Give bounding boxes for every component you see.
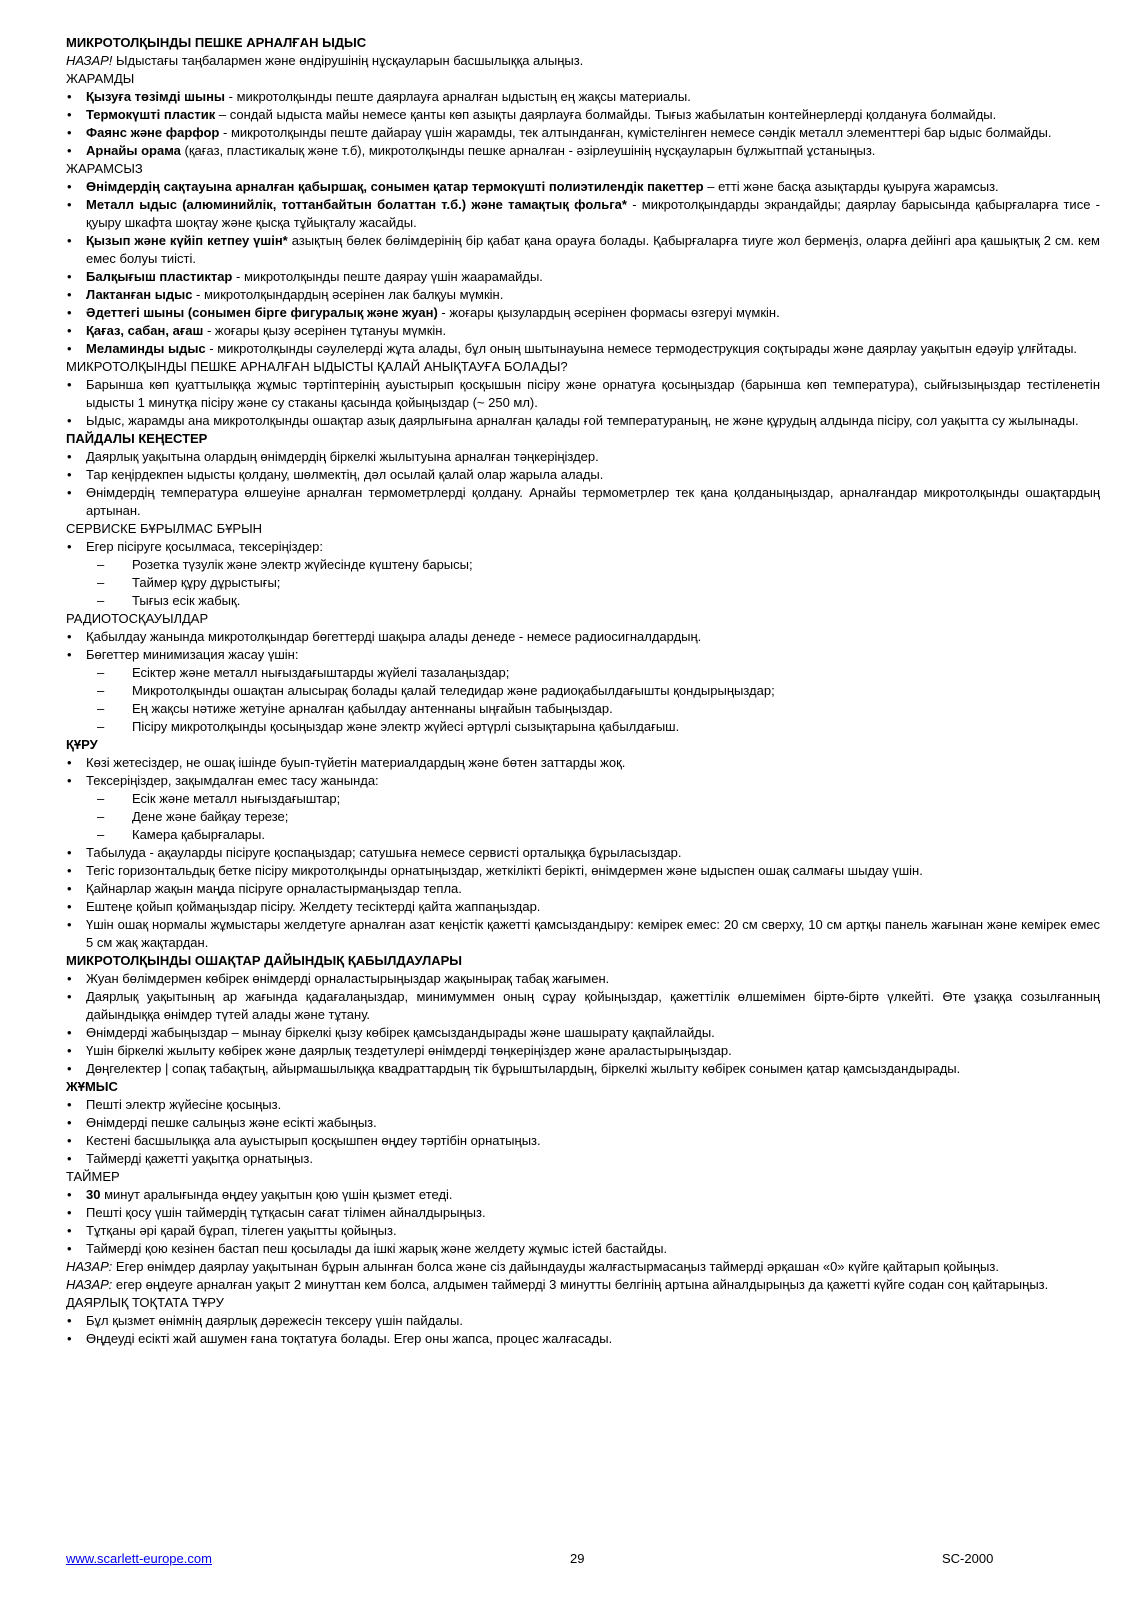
bullet-item: [66, 1060, 1100, 1078]
bullet-item: [66, 106, 1100, 124]
bullet-term: Балқығыш пластиктар: [86, 269, 233, 284]
note-text: Егер өнімдер даярлау уақытынан бұрын алынған болса және сіз дайындауды жалғастырмасаңыз таймерді әрқашан «0» күйге қайтарып қойыңыз.: [112, 1259, 999, 1274]
bullet-text: Таймерді қажетті уақытқа орнатыңыз.: [86, 1151, 313, 1166]
section-heading: ЖҰМЫС: [66, 1079, 118, 1094]
warning-note: [66, 1276, 1100, 1294]
page-footer: [66, 1550, 1100, 1568]
bullet-term: Меламинды ыдыс: [86, 341, 206, 356]
bullet-text: Тегіс горизонтальдық бетке пісіру микротолқынды орнатыңыздар, жеткілікті берікті, өнімдермен және ыдыспен ошақ салмағы шыдау үшін.: [86, 863, 923, 878]
bullet-item: [66, 628, 1100, 646]
bullet-item: [66, 916, 1100, 952]
bullet-term: Әдеттегі шыны (сонымен бірге фигуралық және жуан): [86, 305, 438, 320]
bullet-text: Табылуда - ақауларды пісіруге қоспаңыздар; сатушыға немесе сервисті орталыққа бұрыласыздар.: [86, 845, 682, 860]
note-text: егер өңдеуге арналған уақыт 2 минуттан кем болса, алдымен таймерді 3 минутты белгінің артына айналдырыңыз да қажетті күйге содан соң қайтарыңыз.: [112, 1277, 1049, 1292]
bullet-text: - микротолқынды сәулелерді жұта алады, бұл оның шытынауына немесе термодеструкция соқтырады және даярлау уақытын едәуір ұлғйтады.: [205, 341, 1078, 356]
bullet-term: Металл ыдыс (алюминийлік, тоттанбайтын болаттан т.б.) және тамақтық фольга*: [86, 197, 627, 212]
bullet-text: - микротолқындардың әсерінен лак балқуы мүмкін.: [192, 287, 504, 302]
bullet-text: Даярлық уақытына олардың өнімдердің біркелкі жылытуына арналған тәңкеріңіздер.: [86, 449, 599, 464]
bullet-item: [66, 862, 1100, 880]
bullet-item: [66, 1186, 1100, 1204]
bullet-text: Тар кеңірдекпен ыдысты қолдану, шөлмектің, дәл осылай қалай олар жарыла алады.: [86, 467, 604, 482]
bullet-text: Көзі жетесіздер, не ошақ ішінде буып-түйетін материалдардың және бөтен заттарды жоқ.: [86, 755, 626, 770]
bullet-term: 30: [86, 1187, 101, 1202]
bullet-text: - микротолқындарды экрандайды; даярлау барысында қабырғаларға тисе - қуыру шкафта шоқтау және қысқа тұйықталу жасайды.: [86, 197, 1101, 230]
subsection-heading: ТАЙМЕР: [66, 1169, 120, 1184]
note-text: Ыдыстағы таңбалармен және өндірушінің нұсқауларын басшылыққа алыңыз.: [112, 53, 584, 68]
bullet-text: Егер пісіруге қосылмаса, тексеріңіздер:: [86, 539, 323, 554]
bullet-text: Кестені басшылыққа ала ауыстырып қосқышпен өңдеу тәртібін орнатыңыз.: [86, 1133, 541, 1148]
subsection-heading: ЖАРАМСЫЗ: [66, 161, 143, 176]
section-heading: ПАЙДАЛЫ КЕҢЕСТЕР: [66, 431, 208, 446]
bullet-item: [66, 340, 1100, 358]
bullet-text: Үшін ошақ нормалы жұмыстары желдетуге арналған азат кеңістік қажетті қамсыздандыру: кемірек емес: 20 см сверху, 10 см артқы панель жағынан және кемірек емес 5 см жақ жақтардан.: [86, 917, 1100, 950]
subsection-heading: СЕРВИСКЕ БҰРЫЛМАС БҰРЫН: [66, 521, 263, 536]
bullet-text: Даярлық уақытының ар жағында қадағалаңыздар, минимуммен оның сұрау қойыңыздар, қажеттілік өлшемімен біртө-біртө үлкейті. Өте ұзаққа созылғанның дайындыққа өнімдер түтей алады және тұтану.: [86, 989, 1100, 1022]
bullet-item: [66, 844, 1100, 862]
bullet-text: Пешті қосу үшін таймердің тұтқасын сағат тілімен айналдырыңыз.: [86, 1205, 486, 1220]
bullet-text: (қағаз, пластикалық және т.б), микротолқынды пешке арналған - әзірлеушінің нұсқауларын бұлжытпай ұстаныңыз.: [180, 143, 876, 158]
dash-item: – Пісіру микротолқынды қосыңыздар және электр жүйесі әртүрлі сызықтарына қабылдағыш.: [66, 718, 1100, 736]
dash-item: – Розетка түзулік және электр жүйесінде күштену барысы;: [66, 556, 1100, 574]
bullet-item: [66, 484, 1100, 520]
bullet-text: Қайнарлар жақын маңда пісіруге орналастырмаңыздар тепла.: [86, 881, 462, 896]
bullet-text: Өнімдерді пешке салыңыз және есікті жабыңыз.: [86, 1115, 377, 1130]
bullet-item: [66, 286, 1100, 304]
bullet-text: Ыдыс, жарамды ана микротолқынды ошақтар азық даярлығына арналған қалады ғой температураның, не және құрудың алдында пісіру, сол уақытта су жылынады.: [86, 413, 1079, 428]
bullet-item: [66, 988, 1100, 1024]
bullet-item: [66, 1330, 1100, 1348]
bullet-text: Тексеріңіздер, зақымдалған емес тасу жанында:: [86, 773, 379, 788]
bullet-item: [66, 232, 1100, 268]
bullet-text: - микротолқынды пеште даярау үшін жаарамайды.: [232, 269, 543, 284]
bullet-term: Арнайы орама: [86, 143, 181, 158]
bullet-term: Қағаз, сабан, ағаш: [86, 323, 204, 338]
warning-note: [66, 52, 1100, 70]
bullet-item: [66, 880, 1100, 898]
bullet-item: [66, 1024, 1100, 1042]
bullet-text: Бұл қызмет өнімнің даярлық дәрежесін тексеру үшін пайдалы.: [86, 1313, 464, 1328]
bullet-text: Өнімдерді жабыңыздар – мынау біркелкі қызу көбірек қамсыздандырады және шашырату қақпайлайды.: [86, 1025, 715, 1040]
bullet-item: [66, 970, 1100, 988]
dash-item: – Ең жақсы нәтиже жетуіне арналған қабылдау антеннаны ыңғайын табыңыздар.: [66, 700, 1100, 718]
website-link[interactable]: www.scarlett-europe.com: [66, 1551, 212, 1566]
section-heading: ҚҰРУ: [66, 737, 98, 752]
bullet-item: [66, 448, 1100, 466]
bullet-text: Барынша көп қуаттылыққа жұмыс тәртіптерінің ауыстырып қосқышын пісіру және орнатуға қосыңыздар (барынша көп температура), сыйғызыңыздар тестіленетін ыдысты 1 минутқа пісіру және су стаканы қасында қойыңыздар (~ 250 мл).: [86, 377, 1100, 410]
subsection-heading: ДАЯРЛЫҚ ТОҚТАТА ТҰРУ: [66, 1295, 224, 1310]
bullet-item: [66, 1204, 1100, 1222]
bullet-text: Үшін біркелкі жылыту көбірек және даярлық тездетулері өнімдерді төңкеріңіздер және араластырыңыздар.: [86, 1043, 732, 1058]
bullet-item: [66, 646, 1100, 664]
note-label: НАЗАР:: [66, 1259, 113, 1274]
bullet-item: [66, 178, 1100, 196]
dash-item: – Таймер құру дұрыстығы;: [66, 574, 1100, 592]
warning-note: [66, 1258, 1100, 1276]
bullet-text: азықтың бөлек бөлімдерінің бір қабат қана орауға болады. Қабырғаларға тиуге жол бермеңіз, оларға дейінгі ара қашықтық 2 см. кем емес болуы тиісті.: [86, 233, 1100, 266]
bullet-item: [66, 772, 1100, 790]
bullet-text: - жоғары қызулардың әсерінен формасы өзгеруі мүмкін.: [437, 305, 780, 320]
bullet-term: Қызып және күйіп кетпеу үшін*: [86, 233, 288, 248]
bullet-text: – етті және басқа азықтарды қуыруға жарамсыз.: [703, 179, 999, 194]
bullet-text: минут аралығында өңдеу уақытын қою үшін қызмет етеді.: [100, 1187, 453, 1202]
bullet-text: Тұтқаны әрі қарай бұрап, тілеген уақытты қойыңыз.: [86, 1223, 397, 1238]
bullet-item: [66, 376, 1100, 412]
bullet-text: Пешті электр жүйесіне қосыңыз.: [86, 1097, 282, 1112]
section-heading: МИКРОТОЛҚЫНДЫ ПЕШКЕ АРНАЛҒАН ЫДЫС: [66, 35, 367, 50]
bullet-item: [66, 538, 1100, 556]
dash-item: – Дене және байқау терезе;: [66, 808, 1100, 826]
dash-item: – Есіктер және металл нығыздағыштарды жүйелі тазалаңыздар;: [66, 664, 1100, 682]
bullet-text: - микротолқынды пеште дайарау үшін жарамды, тек алтынданған, күмістелінген немесе сәндік металл элементтері бар ыдыс болмайды.: [219, 125, 1052, 140]
bullet-item: [66, 124, 1100, 142]
bullet-item: [66, 412, 1100, 430]
bullet-item: [66, 304, 1100, 322]
bullet-item: [66, 1240, 1100, 1258]
subsection-heading: РАДИОТОСҚАУЫЛДАР: [66, 611, 209, 626]
bullet-item: [66, 1096, 1100, 1114]
document-body: [66, 34, 1100, 1348]
bullet-item: [66, 466, 1100, 484]
bullet-text: - микротолқынды пеште даярлауға арналған ыдыстың ең жақсы материалы.: [225, 89, 691, 104]
bullet-text: Таймерді қою кезінен бастап пеш қосылады да ішкі жарық және желдету жұмыс істей бастайды.: [86, 1241, 668, 1256]
bullet-text: Бөгеттер минимизация жасау үшін:: [86, 647, 299, 662]
dash-item: – Камера қабырғалары.: [66, 826, 1100, 844]
bullet-term: Термокүшті пластик: [86, 107, 216, 122]
bullet-item: [66, 1114, 1100, 1132]
model-number: SC-2000: [942, 1551, 994, 1566]
dash-item: – Микротолқынды ошақтан алысырақ болады қалай теледидар және радиоқабылдағышты қондырыңыздар;: [66, 682, 1100, 700]
note-label: НАЗАР!: [66, 53, 113, 68]
subsection-heading: ЖАРАМДЫ: [66, 71, 135, 86]
bullet-text: Дөңгелектер | сопақ табақтың, айырмашылыққа квадраттардың тік бұрыштылардың, біркелкі жылыту көбірек сонымен қатар қамсыздандырады.: [86, 1061, 961, 1076]
bullet-term: Қызуға төзімді шыны: [86, 89, 226, 104]
bullet-item: [66, 88, 1100, 106]
bullet-item: [66, 142, 1100, 160]
bullet-term: Фаянс және фарфор: [86, 125, 220, 140]
note-label: НАЗАР:: [66, 1277, 113, 1292]
dash-item: – Тығыз есік жабық.: [66, 592, 1100, 610]
section-heading: МИКРОТОЛҚЫНДЫ ОШАҚТАР ДАЙЫНДЫҚ ҚАБЫЛДАУЛАРЫ: [66, 953, 462, 968]
bullet-item: [66, 1222, 1100, 1240]
bullet-term: Лактанған ыдыс: [86, 287, 193, 302]
bullet-item: [66, 754, 1100, 772]
bullet-item: [66, 1312, 1100, 1330]
bullet-item: [66, 1150, 1100, 1168]
subsection-heading: МИКРОТОЛҚЫНДЫ ПЕШКЕ АРНАЛҒАН ЫДЫСТЫ ҚАЛАЙ АНЫҚТАУҒА БОЛАДЫ?: [66, 359, 568, 374]
bullet-text: Өнімдердің температура өлшеуіне арналған термометрлерді қолдану. Арнайы термометрлер тек қана қолданыңыздар, арналғандар микротолқынды ошақтардың артынан.: [86, 485, 1100, 518]
bullet-text: – сондай ыдыста майы немесе қанты көп азықты даярлауға болмайды. Тығыз жабылатын контейнерлерді қолдануға болмайды.: [215, 107, 997, 122]
bullet-item: [66, 1042, 1100, 1060]
dash-item: – Есік және металл нығыздағыштар;: [66, 790, 1100, 808]
bullet-item: [66, 196, 1100, 232]
bullet-item: [66, 268, 1100, 286]
bullet-item: [66, 898, 1100, 916]
page-number: 29: [570, 1551, 585, 1566]
bullet-item: [66, 1132, 1100, 1150]
bullet-text: - жоғары қызу әсерінен тұтануы мүмкін.: [203, 323, 447, 338]
bullet-text: Өңдеуді есікті жай ашумен ғана тоқтатуға болады. Егер оны жапса, процес жалғасады.: [86, 1331, 613, 1346]
bullet-text: Қабылдау жанында микротолқындар бөгеттерді шақыра алады денеде - немесе радиосигналдардың.: [86, 629, 702, 644]
bullet-term: Өнімдердің сақтауына арналған қабыршақ, сонымен қатар термокүшті полиэтилендік пакеттер: [86, 179, 704, 194]
bullet-item: [66, 322, 1100, 340]
bullet-text: Жуан бөлімдермен көбірек өнімдерді орналастырыңыздар жақынырақ табақ жағымен.: [86, 971, 610, 986]
bullet-text: Ештеңе қойып қоймаңыздар пісіру. Желдету тесіктерді қайта жаппаңыздар.: [86, 899, 541, 914]
